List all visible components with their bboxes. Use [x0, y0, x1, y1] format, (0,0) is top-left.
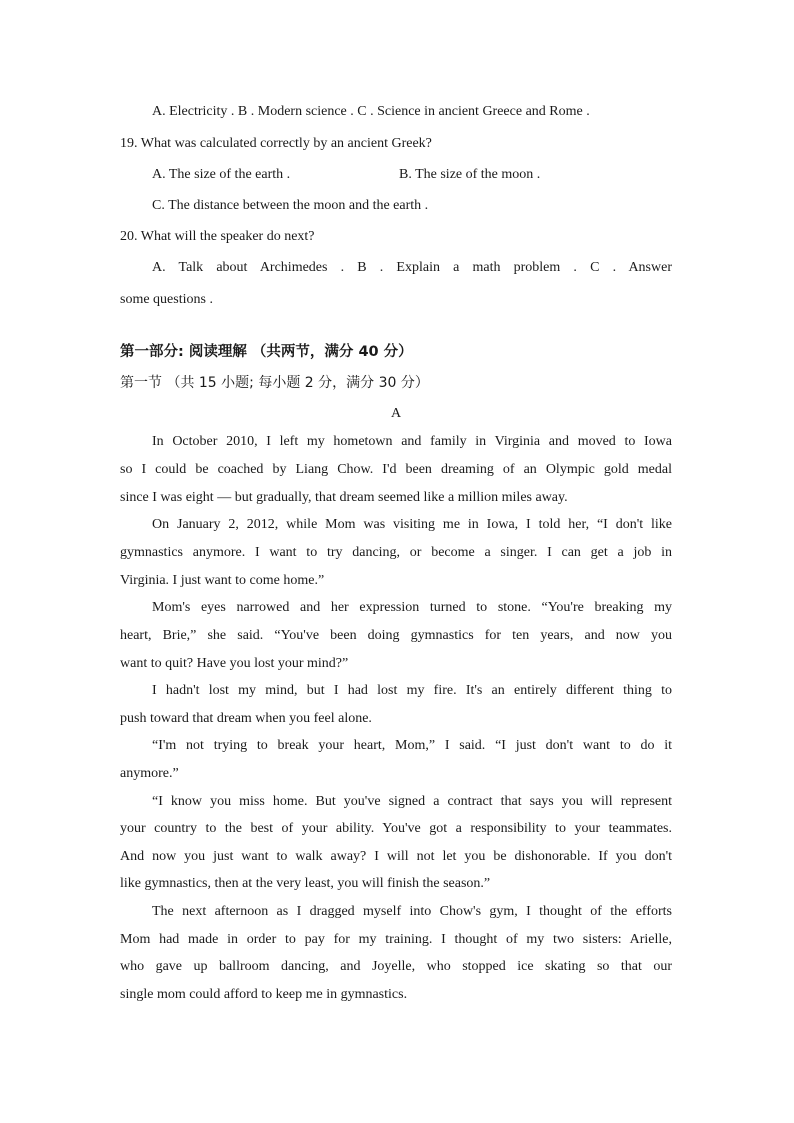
passage-line: want to quit? Have you lost your mind?”	[120, 656, 349, 671]
passage-line: since I was eight — but gradually, that dream seemed like a million miles away.	[120, 490, 568, 505]
passage-line: The next afternoon as I dragged myself into Chow's gym, I thought of the efforts	[152, 904, 672, 919]
passage-line: so I could be coached by Liang Chow. I'd been dreaming of an Olympic gold medal	[120, 462, 672, 477]
q20-options-continued: some questions .	[120, 292, 213, 307]
q18-options: A. Electricity . B . Modern science . C . Science in ancient Greece and Rome .	[152, 104, 590, 119]
passage-line: like gymnastics, then at the very least, you will finish the season.”	[120, 876, 491, 891]
passage-line: heart, Brie,” she said. “You've been doing gymnastics for ten years, and now you	[120, 628, 672, 643]
passage-line: I hadn't lost my mind, but I had lost my fire. It's an entirely different thing to	[152, 683, 672, 698]
passage-line: Mom's eyes narrowed and her expression turned to stone. “You're breaking my	[152, 600, 672, 615]
q19-option-c: C. The distance between the moon and the earth .	[152, 198, 429, 213]
passage-line: anymore.”	[120, 766, 179, 781]
passage-line: single mom could afford to keep me in gymnastics.	[120, 987, 408, 1002]
q19-option-b: B. The size of the moon .	[399, 167, 541, 182]
q19-stem: 19. What was calculated correctly by an ancient Greek?	[120, 136, 432, 151]
q19-option-a: A. The size of the earth .	[152, 167, 291, 182]
part-heading: 第一部分: 阅读理解 （共两节，满分 40 分）	[120, 344, 413, 360]
passage-line: “I'm not trying to break your heart, Mom,” I said. “I just don't want to do it	[152, 738, 672, 753]
passage-line: In October 2010, I left my hometown and family in Virginia and moved to Iowa	[152, 434, 672, 449]
passage-line: Virginia. I just want to come home.”	[120, 573, 325, 588]
passage-label: A	[390, 406, 402, 421]
q20-options: A. Talk about Archimedes . B . Explain a math problem . C . Answer	[152, 260, 672, 275]
passage-line: On January 2, 2012, while Mom was visiting me in Iowa, I told her, “I don't like	[152, 517, 672, 532]
passage-line: your country to the best of your ability. You've got a responsibility to your teammates.	[120, 821, 672, 836]
section-subheading: 第一节 （共 15 小题; 每小题 2 分，满分 30 分）	[120, 375, 429, 391]
q20-stem: 20. What will the speaker do next?	[120, 229, 315, 244]
passage-line: “I know you miss home. But you've signed a contract that says you will represent	[152, 794, 672, 809]
passage-line: who gave up ballroom dancing, and Joyelle, who stopped ice skating so that our	[120, 959, 672, 974]
passage-line: gymnastics anymore. I want to try dancing, or become a singer. I can get a job in	[120, 545, 672, 560]
passage-line: And now you just want to walk away? I will not let you be dishonorable. If you don't	[120, 849, 672, 864]
passage-line: Mom had made in order to pay for my training. I thought of my two sisters: Arielle,	[120, 932, 672, 947]
passage-line: push toward that dream when you feel alone.	[120, 711, 372, 726]
